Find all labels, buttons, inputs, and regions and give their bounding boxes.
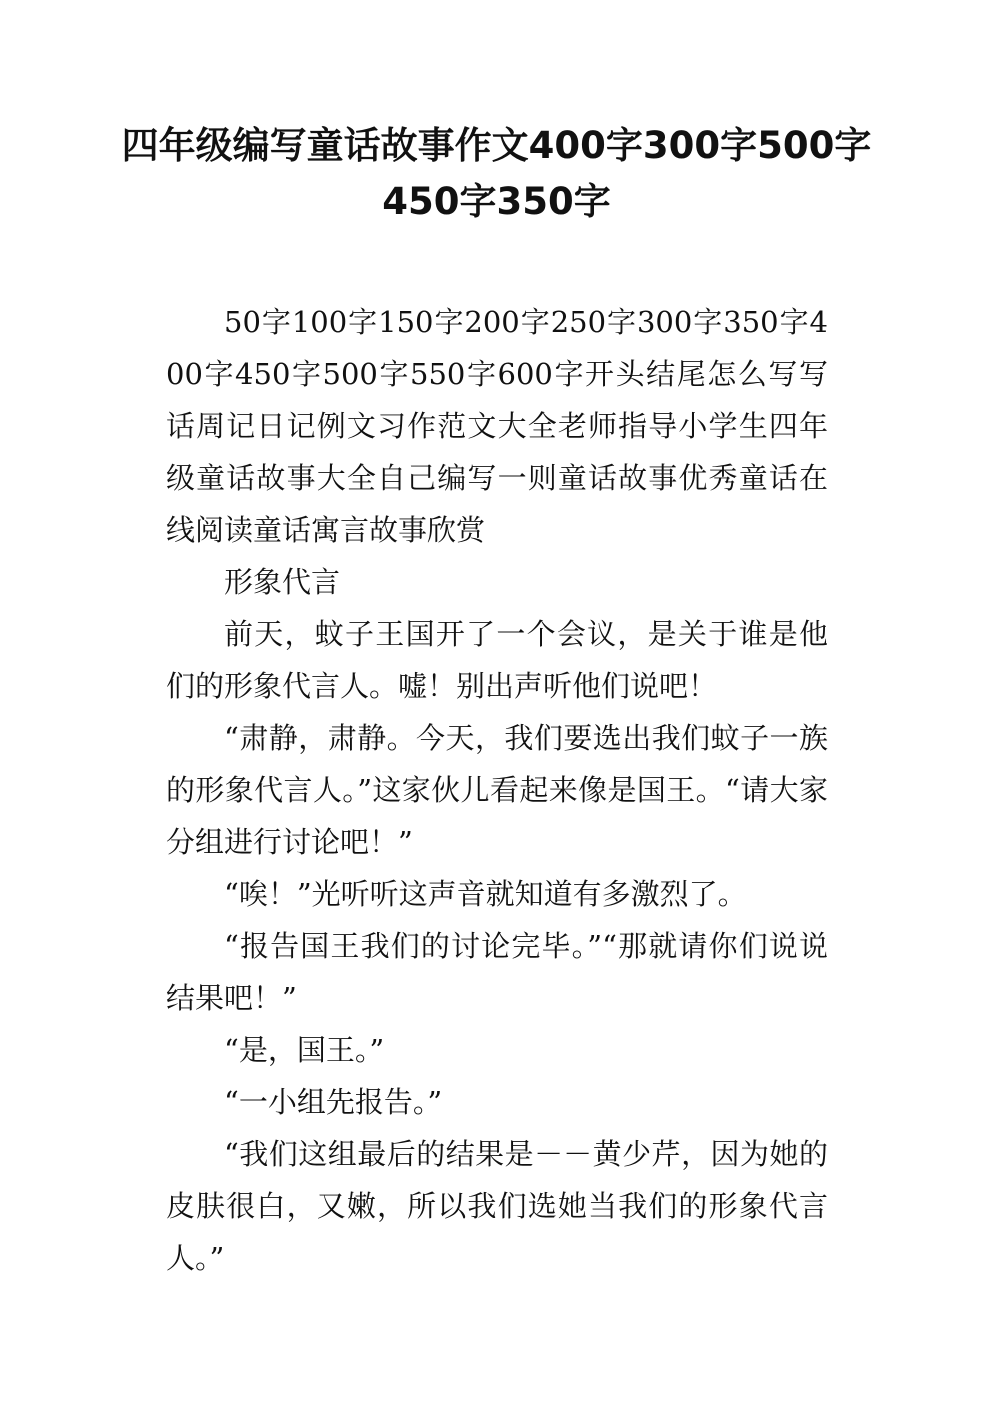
paragraph: 前天，蚊子王国开了一个会议，是关于谁是他们的形象代言人。嘘！别出声听他们说吧！ xyxy=(166,617,828,703)
paragraph: “我们这组最后的结果是－－黄少芹，因为她的皮肤很白，又嫩，所以我们选她当我们的形象代言人。” xyxy=(166,1137,828,1275)
paragraph: “肃静，肃静。今天，我们要选出我们蚊子一族的形象代言人。”这家伙儿看起来像是国王。“请大家分组进行讨论吧！” xyxy=(166,721,828,859)
document-body xyxy=(166,296,828,1284)
paragraph: “一小组先报告。” xyxy=(224,1085,443,1119)
paragraph: “唉！”光听听这声音就知道有多激烈了。 xyxy=(224,877,747,911)
paragraph: “是，国王。” xyxy=(224,1033,385,1067)
paragraph: “报告国王我们的讨论完毕。”“那就请你们说说结果吧！” xyxy=(166,929,828,1015)
story-heading: 形象代言 xyxy=(224,565,341,599)
intro-paragraph: 50字100字150字200字250字300字350字400字450字500字550字600字开头结尾怎么写写话周记日记例文习作范文大全老师指导小学生四年级童话故事大全自己编写一则童话故事优秀童话在线阅读童话寓言故事欣赏 xyxy=(166,305,828,547)
document-title: 四年级编写童话故事作文400字300字500字450字350字 xyxy=(121,124,872,223)
